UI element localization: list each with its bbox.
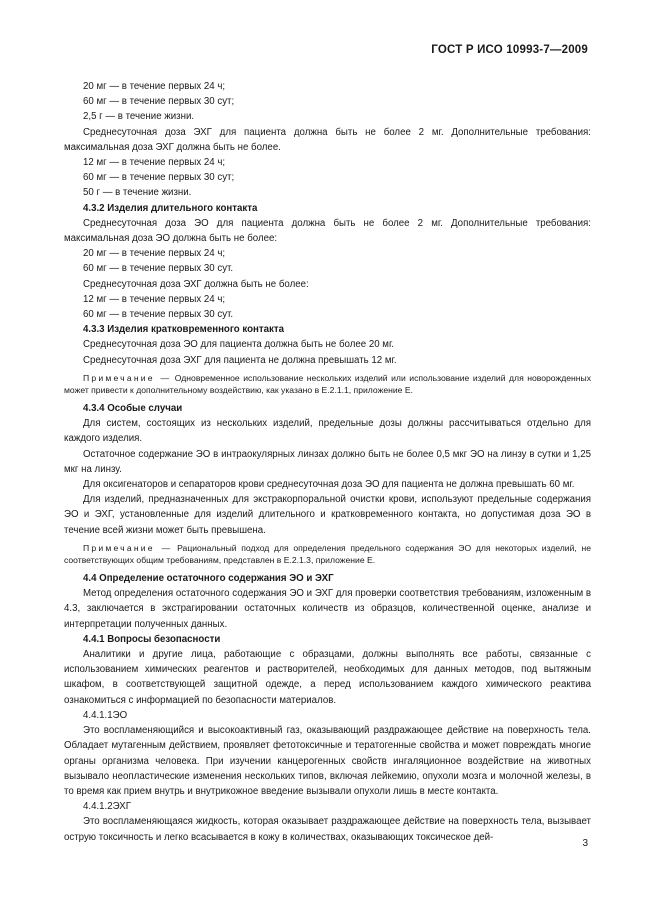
paragraph: Аналитики и другие лица, работающие с образцами, должны выполнять все работы, связанные с использованием химических реагентов и растворителей, необходимых для данных методов, под вытяжным шкафом, в соответствующей защитной одежде, а перед использованием каждого химического реактива ознакомиться с информацией по безопасности материалов. — [64, 649, 591, 706]
paragraph: Среднесуточная доза ЭО для пациента должна быть не более 2 мг. Дополнительные требования: максимальная доза ЭО должна быть не более: — [64, 217, 591, 245]
subsection-heading: 4.4.1.2ЭХГ — [83, 801, 131, 813]
page-number: 3 — [582, 838, 588, 849]
note-label: Примечание — — [83, 372, 172, 383]
section-heading: 4.3.3 Изделия кратковременного контакта — [83, 324, 284, 336]
subsection-heading: 4.4.1.1ЭО — [83, 709, 128, 721]
list-item: 2,5 г — в течение жизни. — [83, 111, 195, 123]
paragraph: Остаточное содержание ЭО в интраокулярных линзах должно быть не более 0,5 мкг ЭО на линзу в сутки и 1,25 мкг на линзу. — [64, 448, 591, 475]
paragraph: Среднесуточная доза ЭХГ для пациента не должна превышать 12 мг. — [83, 354, 397, 366]
section-heading: 4.3.2 Изделия длительного контакта — [83, 202, 258, 214]
list-item: 50 г — в течение жизни. — [83, 187, 192, 199]
paragraph: Для изделий, предназначенных для экстракорпоральной очистки крови, используют предельные содержания ЭО и ЭХГ, установленные для изделий длительного и кратковременного контакта, но допустимая доза ЭО в течение всей жизни может быть превышена. — [64, 494, 591, 536]
list-item: 60 мг — в течение первых 30 сут. — [83, 309, 234, 321]
paragraph: Среднесуточная доза ЭХГ должна быть не более: — [83, 278, 309, 290]
paragraph: Для оксигенаторов и сепараторов крови среднесуточная доза ЭО для пациента не должна превышать 60 мг. — [83, 479, 575, 491]
section-heading: 4.4.1 Вопросы безопасности — [83, 633, 221, 645]
paragraph: Среднесуточная доза ЭО для пациента должна быть не более 20 мг. — [83, 339, 394, 351]
section-heading: 4.3.4 Особые случаи — [83, 403, 183, 415]
list-item: 60 мг — в течение первых 30 сут; — [83, 96, 235, 108]
note-label: Примечание — — [83, 542, 173, 553]
paragraph: Это воспламеняющийся и высокоактивный газ, оказывающий раздражающее действие на поверхность тела. Обладает мутагенным действием, проявляет фетотоксичные и тератогенные свойства и может повреждать многие органы организма человека. При изучении канцерогенных свойств ингаляционное воздействие на животных вызывало неопластические изменения нескольких типов, включая лейкемию, опухоли мозга и молочной железы, в то время как прием внутрь и внутрикожное введение вызывали опухоли лишь в месте контакта. — [64, 725, 591, 797]
document-body — [64, 79, 591, 845]
note — [64, 542, 591, 567]
section-heading: 4.4 Определение остаточного содержания ЭО и ЭХГ — [83, 573, 334, 585]
list-item: 12 мг — в течение первых 24 ч; — [83, 293, 226, 305]
list-item: 20 мг — в течение первых 24 ч; — [83, 81, 226, 92]
list-item: 12 мг — в течение первых 24 ч; — [83, 157, 226, 169]
list-item: 60 мг — в течение первых 30 сут. — [83, 263, 234, 275]
document-header: ГОСТ Р ИСО 10993-7—2009 — [431, 44, 588, 56]
paragraph: Это воспламеняющаяся жидкость, которая оказывает раздражающее действие на поверхность тела, вызывает острую токсичность и легко всасывается в кожу в количествах, оказывающих токсическое дей- — [64, 816, 591, 843]
list-item: 20 мг — в течение первых 24 ч; — [83, 248, 226, 260]
paragraph: Метод определения остаточного содержания ЭО и ЭХГ для проверки соответствия требованиям, изложенным в 4.3, заключается в экстрагировании остаточных количеств из образцов, количественной оценке, анализе и интерпретации полученных данных. — [64, 588, 591, 630]
list-item: 60 мг — в течение первых 30 сут; — [83, 172, 235, 184]
note — [64, 372, 591, 397]
note-text: Рациональный подход для определения предельного содержания ЭО для некоторых изделий, не соответствующих общим требованиям, представлен в Е.2.1.3, приложение Е. — [64, 542, 591, 566]
paragraph: Среднесуточная доза ЭХГ для пациента должна быть не более 2 мг. Дополнительные требования: максимальная доза ЭХГ должна быть не более. — [64, 126, 591, 153]
note-text: Одновременное использование нескольких изделий или использование изделий для новорожденных может привести к дополнительному воздействию, как указано в Е.2.1.1, приложение Е. — [64, 372, 591, 396]
paragraph: Для систем, состоящих из нескольких изделий, предельные дозы должны рассчитываться отдельно для каждого изделия. — [64, 418, 591, 445]
